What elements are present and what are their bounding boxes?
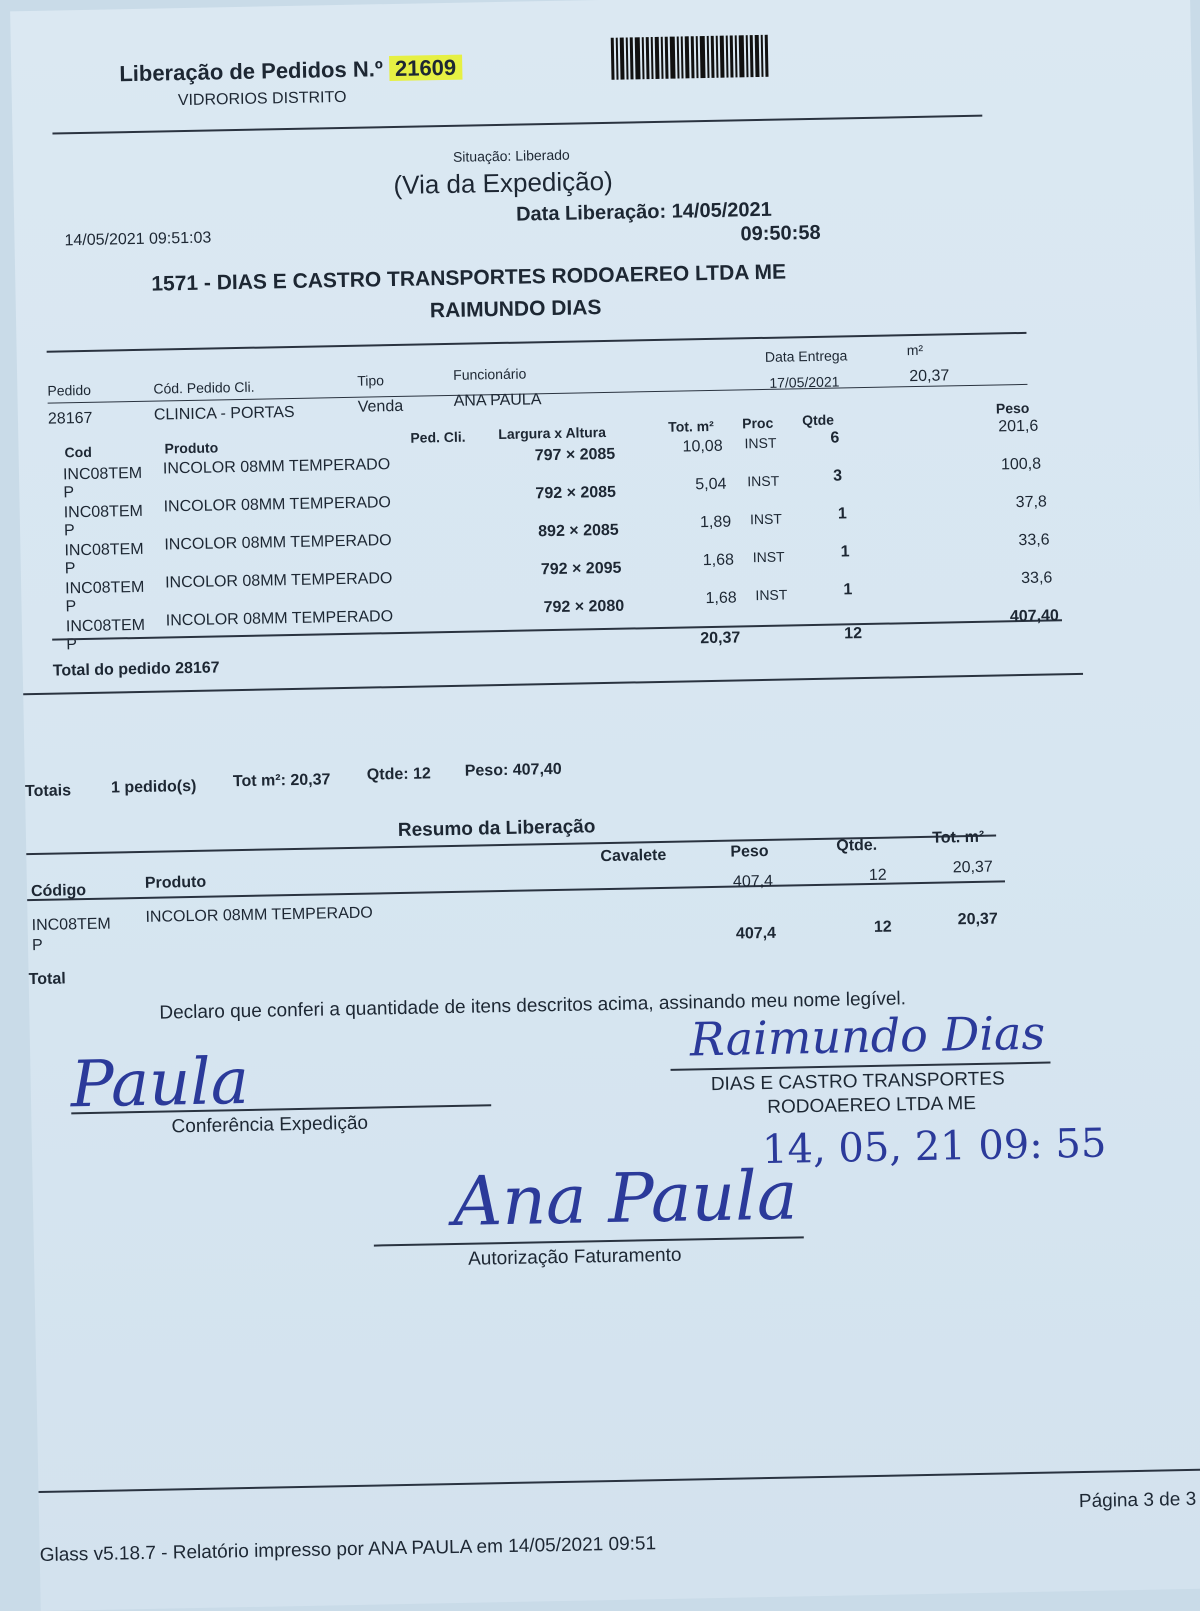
item-proc: INST [752,548,785,566]
release-date: Data Liberação: 14/05/2021 [515,198,772,226]
col-qtde: Qtde [801,411,835,429]
value-m2: 20,37 [909,367,950,386]
declaration-text: Declaro que conferi a quantidade de itens descritos acima, assinando meu nome legível. [159,988,907,1024]
divider [47,332,1027,353]
item-qtde: 1 [837,505,847,523]
document-page [10,0,1200,1611]
item-proc: INST [744,434,777,452]
summary-qtde: 12 [868,866,887,884]
totals-label: Totais [24,782,72,801]
label-funcionario: Funcionário [453,365,527,383]
summary-col-tot-m2: Tot. m² [931,828,985,847]
summary-total-peso: 407,4 [735,924,777,943]
value-cod-cli: CLINICA - PORTAS [153,403,295,424]
item-cod-suffix: P [64,560,76,578]
via-label: (Via da Expedição) [393,165,613,200]
summary-col-produto: Produto [144,873,207,892]
item-m2: 1,89 [699,513,732,532]
item-dims: 792 × 2095 [540,559,622,579]
order-total-peso: 407,40 [1009,607,1060,626]
item-m2: 1,68 [705,589,737,608]
title-prefix: Liberação de Pedidos N.º [119,56,384,87]
order-total-m2: 20,37 [700,629,741,648]
value-pedido: 28167 [47,409,93,428]
item-dims: 792 × 2080 [543,597,625,617]
item-cod: INC08TEM [64,540,144,560]
summary-codigo-suffix: P [31,936,43,955]
order-number: 21609 [389,55,463,81]
summary-title: Resumo da Liberação [397,816,596,842]
summary-produto: INCOLOR 08MM TEMPERADO [145,904,373,926]
item-qtde: 1 [843,581,853,599]
label-data-entrega: Data Entrega [764,347,848,365]
summary-tot-m2: 20,37 [952,858,993,877]
item-cod: INC08TEM [65,578,145,598]
item-produto: INCOLOR 08MM TEMPERADO [164,532,392,554]
item-peso: 37,8 [1015,493,1048,512]
totals-pedidos: 1 pedido(s) [110,777,197,797]
col-peso: Peso [995,399,1030,417]
label-cod-cli: Cód. Pedido Cli. [153,378,255,397]
totals-peso: Peso: 407,40 [464,760,562,780]
item-proc: INST [747,472,780,490]
autorizacao-label: Autorização Faturamento [467,1244,682,1270]
client-label-2: RODOAEREO LTDA ME [767,1092,977,1118]
item-produto: INCOLOR 08MM TEMPERADO [162,456,391,478]
item-cod-suffix: P [63,522,75,540]
divider [39,1468,1200,1493]
summary-peso: 407,4 [732,872,774,891]
item-m2: 1,68 [702,551,735,570]
conferencia-label: Conferência Expedição [171,1112,369,1138]
company-name: VIDRORIOS DISTRITO [177,88,347,110]
summary-codigo: INC08TEM [31,915,111,935]
col-cod: Cod [64,443,92,461]
value-tipo: Venda [357,397,404,416]
value-funcionario: ANA PAULA [453,391,542,410]
handwritten-date: 14, 05, 21 09: 55 [761,1120,1107,1174]
item-cod-suffix: P [65,598,77,616]
summary-col-codigo: Código [30,882,87,901]
footer-printed-by: Glass v5.18.7 - Relatório impresso por ANA PAULA em 14/05/2021 09:51 [39,1533,657,1567]
order-total-qtde: 12 [844,625,863,643]
conferencia-signature: Paula [70,1044,250,1123]
item-m2: 5,04 [695,475,727,494]
divider [52,115,982,135]
label-m2: m² [906,341,924,359]
item-proc: INST [755,586,788,604]
col-ped-cli: Ped. Cli. [410,428,466,446]
summary-col-qtde: Qtde. [836,836,878,855]
autorizacao-signature: Ana Paula [452,1156,799,1243]
client-line: 1571 - DIAS E CASTRO TRANSPORTES RODOAEREO LTDA ME [151,260,787,296]
status-text: Situação: Liberado [452,146,570,165]
summary-total-tot-m2: 20,37 [957,910,998,929]
item-cod: INC08TEM [65,616,146,636]
item-proc: INST [749,510,783,528]
summary-total-qtde: 12 [873,918,892,936]
item-cod-suffix: P [63,484,75,502]
item-produto: INCOLOR 08MM TEMPERADO [163,494,392,516]
item-cod: INC08TEM [63,502,144,522]
item-peso: 100,8 [1000,455,1042,474]
item-peso: 201,6 [998,417,1039,436]
item-cod: INC08TEM [62,464,143,484]
item-produto: INCOLOR 08MM TEMPERADO [165,608,394,630]
label-pedido: Pedido [47,381,92,399]
item-dims: 797 × 2085 [534,445,616,465]
item-dims: 792 × 2085 [535,483,617,503]
totals-qtde: Qtde: 12 [366,765,432,784]
release-time: 09:50:58 [740,221,821,246]
item-produto: INCOLOR 08MM TEMPERADO [164,570,393,592]
col-tot-m2: Tot. m² [668,417,714,435]
item-cod-suffix: P [66,636,78,654]
item-dims: 892 × 2085 [538,521,619,541]
item-peso: 33,6 [1021,569,1053,588]
summary-total-label: Total [28,970,66,989]
order-total-label: Total do pedido 28167 [52,659,220,680]
item-m2: 10,08 [682,437,723,456]
client-signature: Raimundo Dias [689,1005,1046,1067]
value-data-entrega: 17/05/2021 [769,373,840,391]
item-qtde: 1 [840,543,850,561]
label-tipo: Tipo [357,372,385,389]
item-peso: 33,6 [1018,531,1050,550]
summary-col-cavalete: Cavalete [600,846,667,866]
totals-m2: Tot m²: 20,37 [232,771,331,791]
summary-col-peso: Peso [730,842,769,861]
col-dims: Largura x Altura [498,423,607,443]
page-number: Página 3 de 3 [1078,1488,1197,1513]
client-contact: RAIMUNDO DIAS [429,296,602,323]
printed-at: 14/05/2021 09:51:03 [64,229,212,250]
col-produto: Produto [164,439,219,457]
item-qtde: 3 [833,467,843,485]
item-qtde: 6 [830,429,840,447]
barcode [611,35,771,80]
client-label-1: DIAS E CASTRO TRANSPORTES [710,1068,1005,1096]
document-title [119,55,462,88]
col-proc: Proc [741,414,774,432]
